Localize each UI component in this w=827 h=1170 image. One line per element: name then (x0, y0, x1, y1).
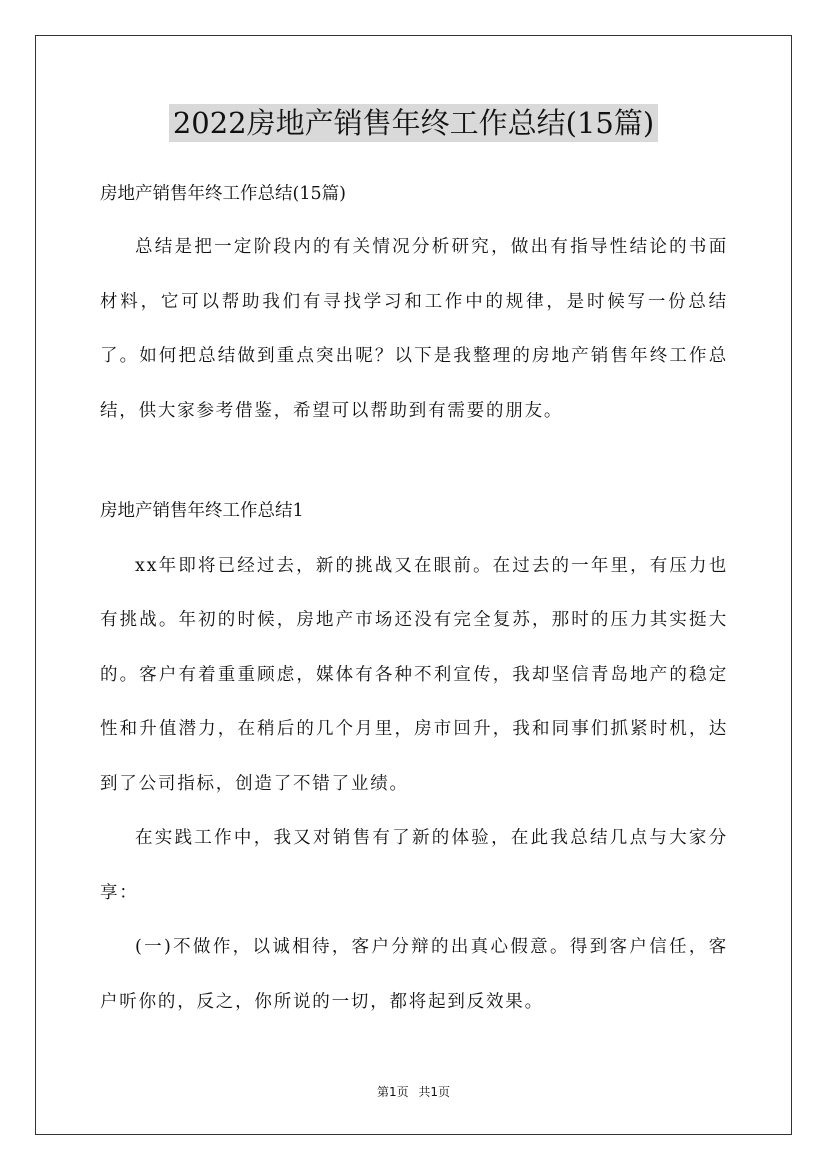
document-body (100, 168, 728, 1029)
document-subtitle: 房地产销售年终工作总结(15篇) (100, 184, 346, 204)
section-paragraph-3: (一)不做作，以诚相待，客户分辩的出真心假意。得到客户信任，客户听你的，反之，你所说的一切，都将起到反效果。 (100, 937, 728, 1012)
intro-paragraph: 总结是把一定阶段内的有关情况分析研究，做出有指导性结论的书面材料，它可以帮助我们有寻找学习和工作中的规律，是时候写一份总结了。如何把总结做到重点突出呢？以下是我整理的房地产销售年终工作总结，供大家参考借鉴，希望可以帮助到有需要的朋友。 (100, 237, 728, 421)
section-heading: 房地产销售年终工作总结1 (100, 501, 304, 521)
title-container (0, 104, 827, 142)
page-footer (0, 1083, 827, 1101)
section-paragraph-2: 在实践工作中，我又对销售有了新的体验，在此我总结几点与大家分享： (100, 828, 728, 903)
section-paragraph-1: xx年即将已经过去，新的挑战又在眼前。在过去的一年里，有压力也有挑战。年初的时候，房地产市场还没有完全复苏，那时的压力其实挺大的。客户有着重重顾虑，媒体有各种不利宣传，我却坚信青岛地产的稳定性和升值潜力，在稍后的几个月里，房市回升，我和同事们抓紧时机，达到了公司指标，创造了不错了业绩。 (100, 555, 728, 794)
document-title: 2022房地产销售年终工作总结(15篇) (169, 104, 658, 142)
page-number: 第1页 (376, 1085, 409, 1099)
page-total: 共1页 (418, 1085, 451, 1099)
